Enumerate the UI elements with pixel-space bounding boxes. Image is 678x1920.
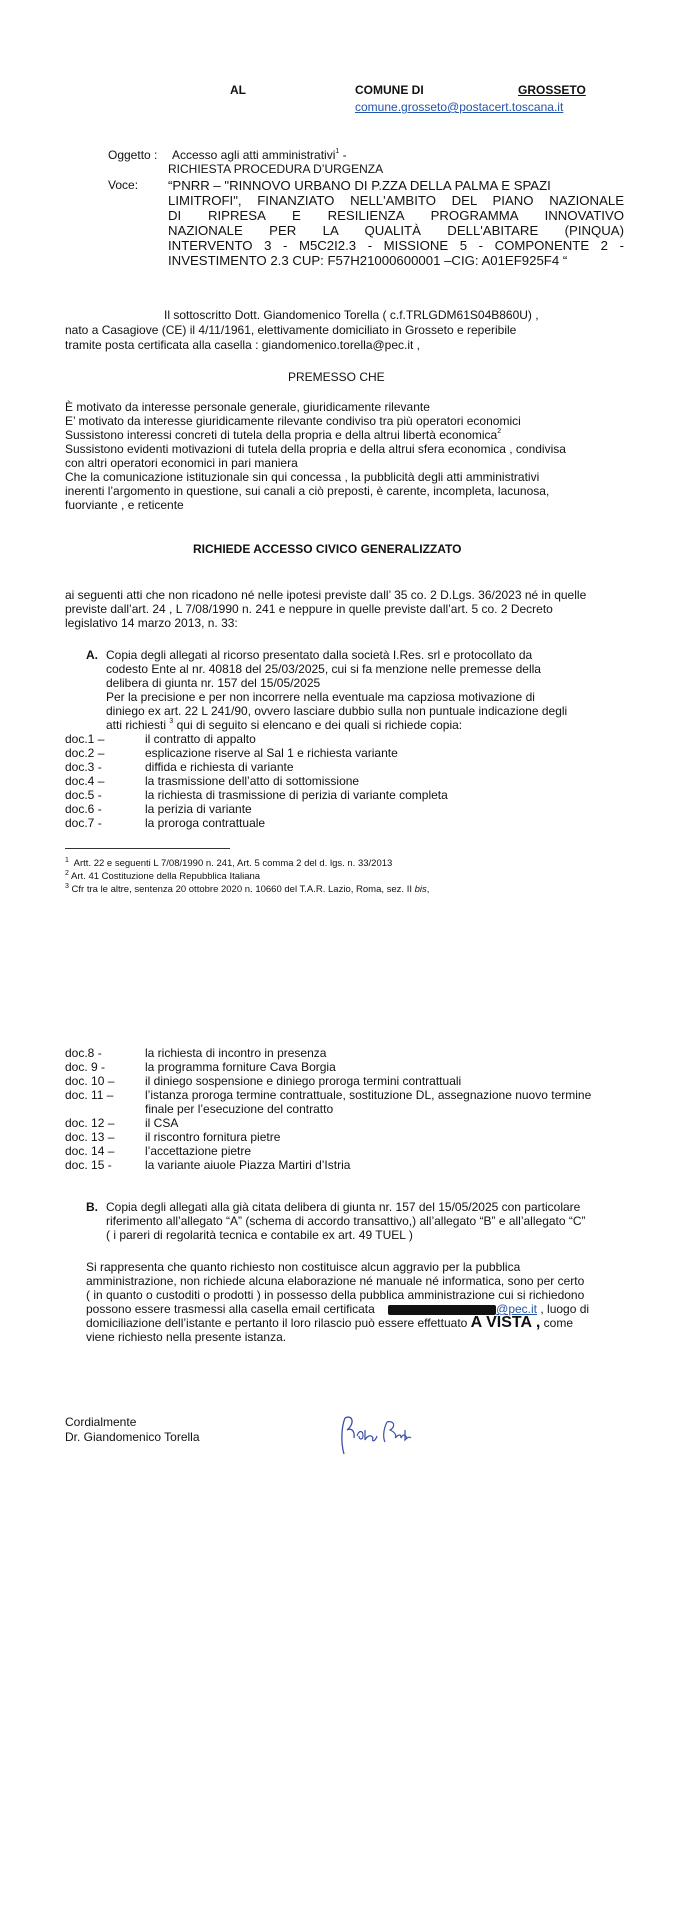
doc-description: esplicazione riserve al Sal 1 e richiesta variante — [145, 746, 398, 760]
doc-number: doc.7 - — [65, 816, 102, 830]
doc-number: doc.2 – — [65, 746, 105, 760]
doc-description: il contratto di appalto — [145, 732, 256, 746]
intro-line: Il sottoscritto Dott. Giandomenico Torella ( c.f.TRLGDM61S04B860U) , — [164, 308, 539, 322]
premesso-text: Sussistono interessi concreti di tutela della propria e della altrui libertà economica — [65, 428, 498, 442]
richiede-text — [65, 588, 586, 630]
footnote-ref-1: 1 — [335, 148, 340, 155]
footnote-tail: , — [426, 884, 430, 895]
footnote — [65, 858, 392, 869]
doc-description: l’accettazione pietre — [145, 1144, 252, 1158]
footnote — [65, 871, 260, 882]
section-a-text — [106, 648, 567, 732]
doc-description: la trasmissione dell’atto di sottomissione — [145, 774, 360, 788]
premesso-list — [65, 400, 566, 512]
doc-description: la richiesta di incontro in presenza — [145, 1046, 327, 1060]
closing-greeting: Cordialmente — [65, 1415, 137, 1429]
handwritten-signature — [335, 1408, 415, 1460]
oggetto-line1 — [172, 148, 347, 162]
section-a-letter: A. — [86, 648, 98, 662]
section-b-letter: B. — [86, 1200, 98, 1214]
voce-line: DI RIPRESA E RESILIENZA PROGRAMMA INNOVATIVO — [168, 208, 624, 223]
doc-description: finale per l’esecuzione del contratto — [145, 1102, 334, 1116]
doc-number: doc. 11 – — [65, 1088, 114, 1102]
voce-line: NAZIONALE PER LA QUALITÀ DELL'ABITARE (PINQUA) — [168, 223, 624, 238]
premesso-line — [65, 428, 566, 442]
section-b-line: ( i pareri di regolarità tecnica e contabile ex art. 49 TUEL ) — [106, 1228, 413, 1242]
closing-line: Si rappresenta che quanto richiesto non costituisce alcun aggravio per la pubblica — [86, 1260, 521, 1274]
footnote-ref-3: 3 — [169, 718, 174, 725]
premesso-line: E’ motivato da interesse giuridicamente rilevante condiviso tra più operatori economici — [65, 414, 521, 428]
footnote-ref-2: 2 — [497, 428, 502, 435]
section-b-line: Copia degli allegati alla già citata delibera di giunta nr. 157 del 15/05/2025 con particolare — [106, 1200, 581, 1214]
closing-line: ( in quanto o custoditi o prodotti ) in possesso della pubblica amministrazione cui si richiedono — [86, 1288, 585, 1302]
oggetto-text: Accesso agli atti amministrativi — [172, 148, 336, 162]
doc-number: doc. 15 - — [65, 1158, 112, 1172]
doc-number: doc. 10 – — [65, 1074, 115, 1088]
closing-text-part: possono essere trasmessi alla casella email certificata — [86, 1302, 375, 1316]
doc-description: la proroga contrattuale — [145, 816, 266, 830]
footnote-number: 1 — [65, 857, 69, 864]
section-a-text-part: atti richiesti — [106, 718, 167, 732]
pec-email-link[interactable]: @pec.it — [496, 1302, 538, 1316]
footnote-number: 2 — [65, 870, 69, 877]
footnote-text: Artt. 22 e seguenti L 7/08/1990 n. 241, Art. 5 comma 2 del d. lgs. n. 33/2013 — [73, 858, 393, 869]
doc-description: diffida e richiesta di variante — [145, 760, 294, 774]
doc-description: il CSA — [145, 1116, 179, 1130]
section-a-line: Per la precisione e per non incorrere nella eventuale ma capziosa motivazione di — [106, 690, 535, 704]
closing-line — [86, 1316, 589, 1330]
section-a-line — [106, 718, 567, 732]
header-email-link[interactable]: comune.grosseto@postacert.toscana.it — [355, 100, 564, 114]
doc-number: doc.3 - — [65, 760, 102, 774]
doc-number: doc. 13 – — [65, 1130, 115, 1144]
doc-number: doc.8 - — [65, 1046, 102, 1060]
oggetto-dash: - — [339, 148, 347, 162]
richiede-line: previste dall’art. 24 , L 7/08/1990 n. 241 e neppure in quelle previste dall’art. 5 co. 2 Decreto — [65, 602, 553, 616]
closing-text-part: , luogo di — [540, 1302, 590, 1316]
doc-number: doc. 14 – — [65, 1144, 115, 1158]
section-a-line: Copia degli allegati al ricorso presentato dalla società I.Res. srl e protocollato da — [106, 648, 533, 662]
voce-text — [168, 178, 624, 268]
footnote-number: 3 — [65, 883, 69, 890]
richiede-line: legislativo 14 marzo 2013, n. 33: — [65, 616, 238, 630]
closing-line: viene richiesto nella presente istanza. — [86, 1330, 287, 1344]
doc-description: la variante aiuole Piazza Martiri d’Istria — [145, 1158, 351, 1172]
section-b-line: riferimento all’allegato “A” (schema di accordo transattivo,) all’allegato “B” e all’allegato “C” — [106, 1214, 586, 1228]
richiede-line: ai seguenti atti che non ricadono né nelle ipotesi previste dall’ 35 co. 2 D.Lgs. 36/2023 né in quelle — [65, 588, 587, 602]
doc-description: la perizia di variante — [145, 802, 252, 816]
section-a-line: delibera di giunta nr. 157 del 15/05/2025 — [106, 676, 321, 690]
a-vista-emphasis: A VISTA , — [470, 1314, 541, 1331]
section-a-line: diniego ex art. 22 L 241/90, ovvero lasciare dubbio sulla non puntuale indicazione degli — [106, 704, 568, 718]
footnote-text: Art. 41 Costituzione della Repubblica Italiana — [71, 871, 261, 882]
voce-label: Voce: — [108, 178, 139, 192]
closing-line: amministrazione, non richiede alcuna elaborazione né manuale né informatica, sono per certo — [86, 1274, 585, 1288]
oggetto-label: Oggetto : — [108, 148, 158, 162]
voce-line: INVESTIMENTO 2.3 CUP: F57H21000600001 –CIG: A01EF925F4 “ — [168, 253, 568, 268]
premesso-title: PREMESSO CHE — [288, 370, 385, 384]
richiede-title: RICHIEDE ACCESSO CIVICO GENERALIZZATO — [193, 542, 462, 556]
voce-line: “PNRR – "RINNOVO URBANO DI P.ZZA DELLA PALMA E SPAZI — [168, 178, 551, 193]
footnote — [65, 884, 429, 895]
doc-number: doc.6 - — [65, 802, 102, 816]
doc-description: il diniego sospensione e diniego proroga termini contrattuali — [145, 1074, 462, 1088]
intro-line: nato a Casagiove (CE) il 4/11/1961, elettivamente domiciliato in Grosseto e reperibile — [65, 323, 517, 337]
doc-number: doc. 9 - — [65, 1060, 106, 1074]
oggetto-line2: RICHIESTA PROCEDURA D’URGENZA — [168, 162, 384, 176]
footnote-separator — [65, 848, 230, 849]
doc-number: doc.5 - — [65, 788, 102, 802]
doc-number: doc.4 – — [65, 774, 105, 788]
footnote-text: Cfr tra le altre, sentenza 20 ottobre 2020 n. 10660 del T.A.R. Lazio, Roma, sez. II — [71, 884, 415, 895]
section-a-line: codesto Ente al nr. 40818 del 25/03/2025, cui si fa menzione nelle premesse della — [106, 662, 541, 676]
footnote-emphasis: bis — [414, 884, 427, 895]
doc-description: il riscontro fornitura pietre — [145, 1130, 281, 1144]
closing-text-part: come — [543, 1316, 573, 1330]
closing-text — [86, 1260, 589, 1344]
premesso-line: inerenti l’argomento in questione, sui canali a ciò preposti, è carente, incompleta, lacunosa, — [65, 484, 550, 498]
closing-text-part: domiciliazione dell’istante e pertanto il loro rilascio può essere effettuato — [86, 1316, 468, 1330]
signer-name: Dr. Giandomenico Torella — [65, 1430, 200, 1444]
section-b-text — [106, 1200, 586, 1242]
header-city: GROSSETO — [518, 83, 586, 97]
voce-line: INTERVENTO 3 - M5C2I2.3 - MISSIONE 5 - COMPONENTE 2 - — [168, 238, 624, 253]
doc-number: doc.1 – — [65, 732, 105, 746]
premesso-line: Sussistono evidenti motivazioni di tutela della propria e della altrui sfera economica , condivisa — [65, 442, 566, 456]
premesso-line: È motivato da interesse personale generale, giuridicamente rilevante — [65, 400, 430, 414]
header-comune-di: COMUNE DI — [355, 83, 424, 97]
premesso-line: Che la comunicazione istituzionale sin qui concessa , la pubblicità degli atti amministrativi — [65, 470, 540, 484]
doc-number: doc. 12 – — [65, 1116, 115, 1130]
section-a-text-part: qui di seguito si elencano e dei quali si richiede copia: — [176, 718, 463, 732]
premesso-line: fuorviante , e reticente — [65, 498, 184, 512]
doc-description: l’istanza proroga termine contrattuale, sostituzione DL, assegnazione nuovo termine — [145, 1088, 592, 1102]
doc-description: la programma forniture Cava Borgia — [145, 1060, 336, 1074]
doc-description: la richiesta di trasmissione di perizia di variante completa — [145, 788, 448, 802]
voce-line: LIMITROFI", FINANZIATO NELL'AMBITO DEL PIANO NAZIONALE — [168, 193, 624, 208]
header-al: AL — [230, 83, 246, 97]
premesso-line: con altri operatori economici in pari maniera — [65, 456, 298, 470]
intro-line: tramite posta certificata alla casella : giandomenico.torella@pec.it , — [65, 338, 421, 352]
